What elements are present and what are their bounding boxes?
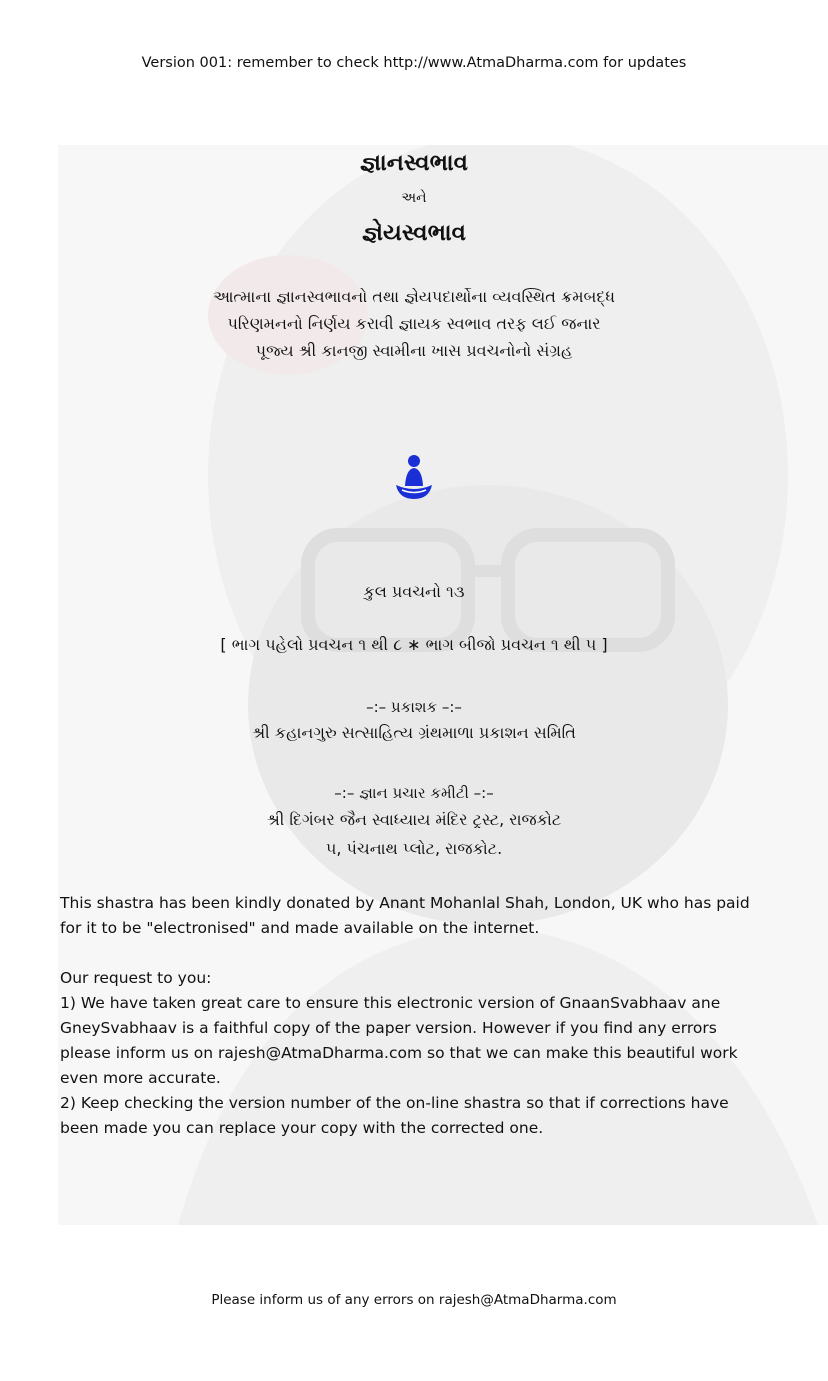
version-note: Version 001: remember to check http://www.AtmaDharma.com for updates xyxy=(141,55,687,71)
donation-note: This shastra has been kindly donated by Anant Mohanlal Shah, London, UK who has paid for it to be "electronised" and made available on the internet. xyxy=(60,894,750,937)
request-item-2: 2) Keep checking the version number of the on-line shastra so that if corrections have been made you can replace your copy with the corrected one. xyxy=(60,1094,729,1137)
meditating-figure-icon xyxy=(388,452,440,504)
committee-name: શ્રી દિગંબર જૈન સ્વાધ્યાય મંદિર ટ્રસ્ટ, રાજકોટ xyxy=(266,810,562,829)
committee-label: –:– જ્ઞાન પ્રચાર કમીટી –:– xyxy=(334,784,494,802)
subtitle-line-3: પૂજ્ય શ્રી કાનજી સ્વામીના ખાસ પ્રવચનોનો સંગ્રહ xyxy=(255,341,573,360)
request-heading: Our request to you: xyxy=(60,969,212,987)
request-section xyxy=(60,966,770,1141)
title-gneysvabhaav: જ્ઞેયસ્વભાવ xyxy=(362,220,466,246)
subtitle-line-2: પરિણમનનો નિર્ણય કરાવી જ્ઞાયક સ્વભાવ તરફ લઈ જનાર xyxy=(227,314,601,333)
committee-address: ૫, પંચનાથ પ્લોટ, રાજકોટ. xyxy=(325,839,503,858)
footer-note: Please inform us of any errors on rajesh@AtmaDharma.com xyxy=(211,1292,617,1308)
publisher-label: –:– પ્રકાશક –:– xyxy=(366,698,462,716)
publisher-name: શ્રી કહાનગુરુ સત્સાહિત્ય ગ્રંથમાળા પ્રકાશન સમિતિ xyxy=(252,723,576,742)
discourse-count: કુલ પ્રવચનો ૧૩ xyxy=(363,582,465,601)
subtitle-line-1: આત્માના જ્ઞાનસ્વભાવનો તથા જ્ઞેયપદાર્થોના વ્યવસ્થિત ક્રમબદ્ધ xyxy=(213,287,615,306)
request-item-1: 1) We have taken great care to ensure this electronic version of GnaanSvabhaav ane GneySvabhaav is a faithful copy of the paper version. However if you find any errors please inform us on rajesh@AtmaDharma.com so that we can make this beautiful work even more accurate. xyxy=(60,994,738,1087)
parts-summary: [ ભાગ પહેલો પ્રવચન ૧ થી ૮ ∗ ભાગ બીજો પ્રવચન ૧ થી ૫ ] xyxy=(220,635,608,654)
title-gnaansvabhaav: જ્ઞાનસ્વભાવ xyxy=(360,150,468,176)
title-conjunction: અને xyxy=(401,190,427,206)
